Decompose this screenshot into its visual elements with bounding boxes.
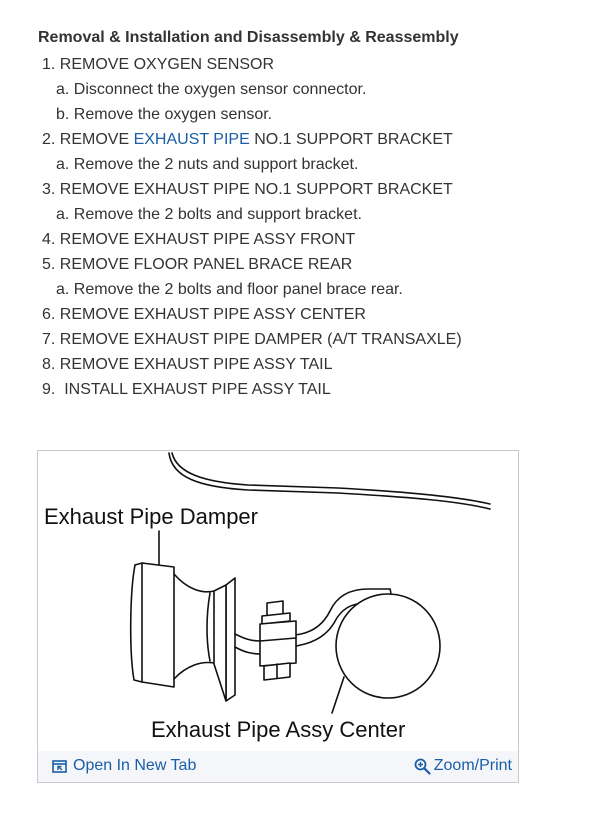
damper-line: [135, 563, 142, 565]
step-4: [38, 227, 578, 252]
exhaust-diagram: [38, 451, 518, 751]
step-text: a. Disconnect the oxygen sensor connector.: [56, 81, 367, 98]
figure-toolbar: [38, 751, 518, 782]
damper-line: [131, 565, 142, 682]
step-1a: [38, 77, 578, 102]
step-text-suffix: NO.1 SUPPORT BRACKET: [249, 131, 453, 148]
step-6: [38, 302, 578, 327]
bolt-shank: [260, 621, 296, 666]
step-3: [38, 177, 578, 202]
exhaust-pipe-link[interactable]: EXHAUST PIPE: [133, 131, 250, 148]
floor-panel-line: [172, 453, 490, 504]
article-content: [38, 28, 578, 402]
damper-rubber: [142, 563, 174, 687]
damper-waist: [207, 593, 210, 661]
step-text: 7. REMOVE EXHAUST PIPE DAMPER (A/T TRANSAXLE): [42, 331, 462, 348]
step-1b: [38, 102, 578, 127]
magnifier-plus-icon: [414, 758, 431, 775]
step-text-prefix: 2. REMOVE: [42, 131, 134, 148]
label-exhaust-pipe-damper: Exhaust Pipe Damper: [44, 504, 258, 529]
step-3a: [38, 202, 578, 227]
step-text: 8. REMOVE EXHAUST PIPE ASSY TAIL: [42, 356, 333, 373]
step-text: 3. REMOVE EXHAUST PIPE NO.1 SUPPORT BRACKET: [42, 181, 453, 198]
step-5: [38, 252, 578, 277]
leader-line: [332, 677, 344, 713]
step-text: 5. REMOVE FLOOR PANEL BRACE REAR: [42, 256, 353, 273]
step-text: a. Remove the 2 bolts and floor panel brace rear.: [56, 281, 403, 298]
damper-waist: [174, 663, 214, 679]
bracket-plate: [226, 578, 235, 701]
step-9: [38, 377, 578, 402]
open-in-new-tab-label: Open In New Tab: [73, 757, 197, 774]
step-7: [38, 327, 578, 352]
pipe-section: [336, 594, 440, 698]
section-heading: Removal & Installation and Disassembly & Reassembly: [38, 29, 459, 46]
step-text: 4. REMOVE EXHAUST PIPE ASSY FRONT: [42, 231, 356, 248]
step-1: [38, 52, 578, 77]
label-exhaust-pipe-assy-center: Exhaust Pipe Assy Center: [151, 717, 406, 742]
step-text: a. Remove the 2 bolts and support bracket.: [56, 206, 362, 223]
procedure-steps: [38, 52, 578, 402]
step-text: a. Remove the 2 nuts and support bracket.: [56, 156, 359, 173]
figure-panel: [37, 450, 519, 783]
step-2: [38, 127, 578, 152]
step-text: 9. INSTALL EXHAUST PIPE ASSY TAIL: [42, 381, 331, 398]
step-5a: [38, 277, 578, 302]
open-in-new-tab-button[interactable]: [52, 757, 196, 775]
step-text: 6. REMOVE EXHAUST PIPE ASSY CENTER: [42, 306, 366, 323]
bracket-plate: [214, 585, 226, 701]
step-2a: [38, 152, 578, 177]
step-8: [38, 352, 578, 377]
step-text: b. Remove the oxygen sensor.: [56, 106, 273, 123]
open-new-tab-icon: [52, 760, 67, 773]
damper-waist: [174, 574, 214, 592]
step-text: 1. REMOVE OXYGEN SENSOR: [42, 56, 275, 73]
zoom-print-label: Zoom/Print: [433, 757, 512, 774]
zoom-print-button[interactable]: [414, 757, 512, 775]
